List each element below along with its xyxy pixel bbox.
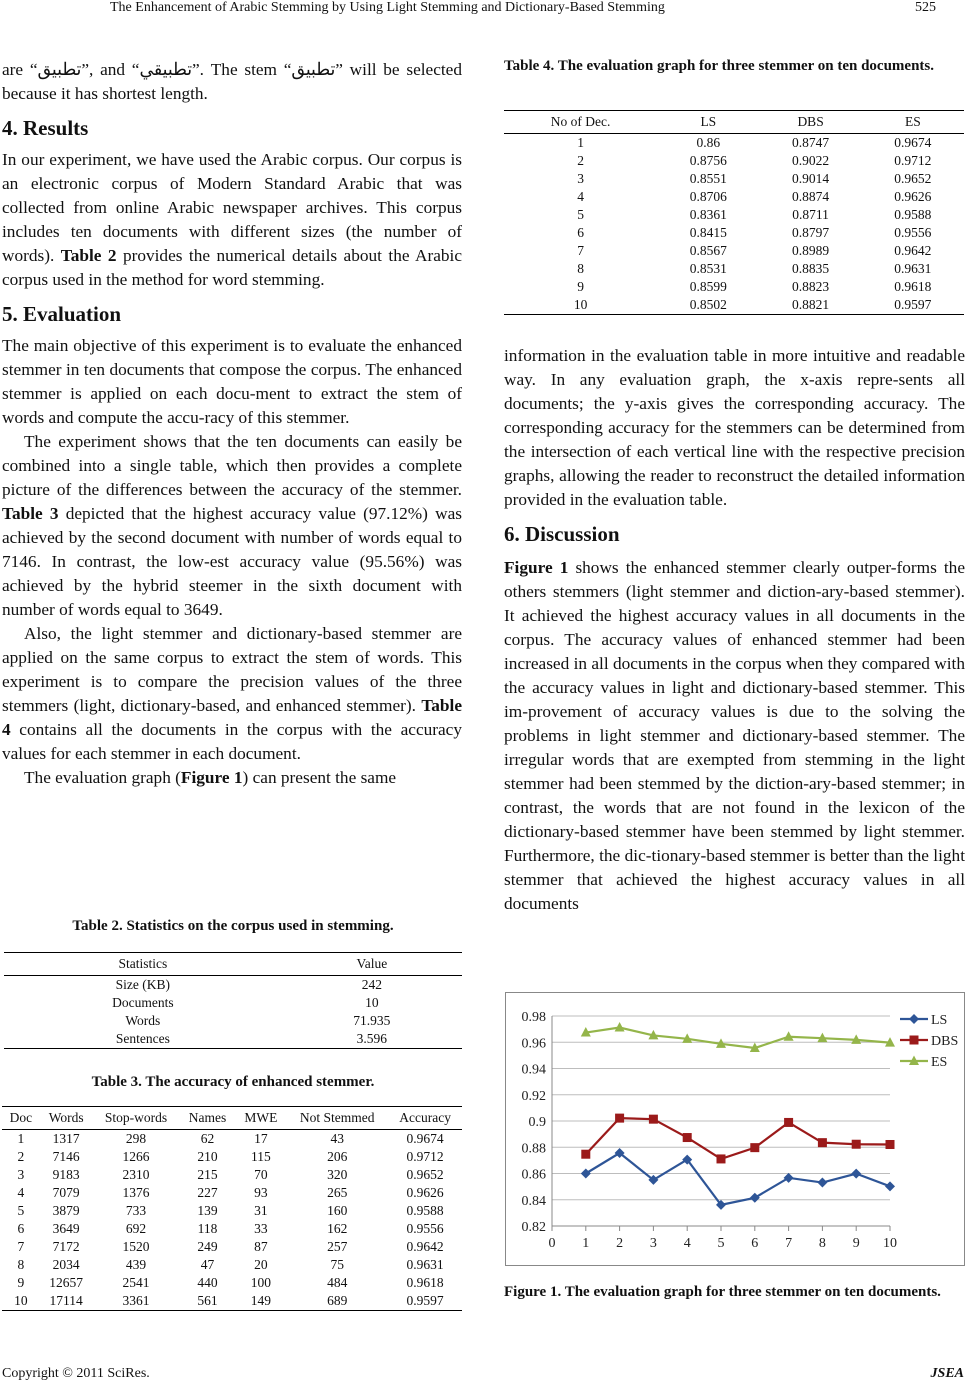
page-number: 525 — [915, 0, 936, 15]
table-row — [4, 976, 462, 995]
column-header: Stop-words — [93, 1107, 180, 1130]
table-row — [2, 1238, 462, 1256]
y-tick-label: 0.82 — [521, 1220, 546, 1235]
table-cell: 139 — [197, 1203, 218, 1218]
y-tick-label: 0.86 — [521, 1167, 546, 1183]
table3-ref: Table 3 — [2, 504, 59, 523]
table-cell: 257 — [327, 1239, 348, 1254]
column-header: Accuracy — [388, 1107, 462, 1130]
table-cell: 10 — [2, 1292, 40, 1311]
table-cell: 75 — [330, 1257, 344, 1272]
x-tick-label: 0 — [548, 1236, 556, 1251]
table3-caption: Table 3. The accuracy of enhanced stemmer. — [91, 1074, 375, 1090]
table-row — [504, 170, 964, 188]
table-cell: 8 — [17, 1257, 25, 1272]
table-cell: 440 — [197, 1275, 218, 1290]
table-cell: 0.9618 — [406, 1275, 444, 1290]
table-cell: 227 — [197, 1185, 218, 1200]
figure1-caption: Figure 1. The evaluation graph for three stemmer on ten documents. — [504, 1284, 941, 1300]
table-cell: 1317 — [52, 1131, 80, 1146]
table-cell: 265 — [327, 1185, 348, 1200]
x-tick-label: 5 — [717, 1236, 725, 1251]
table-cell: 0.8821 — [759, 296, 861, 315]
figure1-ref: Figure 1 — [180, 768, 243, 787]
table-row — [504, 152, 964, 170]
table-cell: 320 — [327, 1167, 348, 1182]
table-cell: 0.8711 — [792, 207, 829, 222]
table-cell: 439 — [125, 1257, 147, 1272]
table-row — [504, 134, 964, 153]
table-row — [504, 278, 964, 296]
table-cell: 0.9626 — [406, 1185, 444, 1200]
figure1-ref-disc: Figure 1 — [504, 558, 569, 577]
table-cell: 0.8567 — [689, 243, 727, 258]
table-row — [504, 188, 964, 206]
table-cell: 242 — [361, 977, 382, 992]
table-cell: 118 — [197, 1221, 218, 1236]
table-cell: 10 — [365, 995, 379, 1010]
table-cell: 689 — [286, 1292, 388, 1311]
table-cell: 162 — [327, 1221, 348, 1236]
journal-name: JSEA — [930, 1366, 964, 1381]
table-row — [504, 260, 964, 278]
table-cell: 3879 — [52, 1203, 80, 1218]
table-row — [4, 1030, 462, 1049]
table-cell: 0.9712 — [406, 1149, 444, 1164]
x-tick-label: 1 — [582, 1236, 590, 1251]
y-tick-label: 0.84 — [521, 1193, 546, 1209]
table-cell: 561 — [179, 1292, 235, 1311]
table-cell: 5 — [577, 207, 584, 222]
data-point — [784, 1118, 793, 1127]
table-cell: Words — [125, 1013, 161, 1028]
table-cell: 70 — [254, 1167, 268, 1182]
table-cell: 0.9642 — [406, 1239, 444, 1254]
table-cell: 115 — [251, 1149, 271, 1164]
table-cell: 0.9588 — [894, 207, 932, 222]
table-cell: 7079 — [52, 1185, 80, 1200]
evaluation-paragraph-2: The experiment shows that the ten documents can easily be combined into a single table, which then provides a complete picture of the differences between the accuracy of the stemmer. Table 3 depicted that the highest accuracy value (97.12%) was achieved by the second document with number of words equal to 7146. In contrast, the low-est accuracy value (95.56%) was achieved by the hybrid steemer in the sixth document with number of words equal to 3649. — [2, 432, 462, 619]
table-row — [2, 1202, 462, 1220]
chart-frame — [506, 993, 965, 1266]
data-point — [818, 1138, 827, 1147]
table-cell: 31 — [254, 1203, 268, 1218]
table-cell: 10 — [504, 296, 657, 315]
x-tick-label: 7 — [785, 1236, 793, 1251]
data-point — [581, 1150, 590, 1159]
column-header: LS — [657, 111, 759, 134]
table-cell: 2310 — [122, 1167, 150, 1182]
table-cell: 3 — [17, 1167, 25, 1182]
table-cell: 3361 — [93, 1292, 180, 1311]
table-cell: 0.9588 — [406, 1203, 444, 1218]
x-tick-label: 4 — [683, 1236, 691, 1251]
running-head — [0, 0, 966, 20]
table2-caption: Table 2. Statistics on the corpus used in stemming. — [72, 918, 394, 934]
table-row — [4, 994, 462, 1012]
table-cell: 0.9597 — [862, 296, 964, 315]
table-cell: 17114 — [40, 1292, 93, 1311]
evaluation-paragraph-3: Also, the light stemmer and dictionary-based stemmer are applied on the same corpus to extract the stem of words. This experiment is to compare the precision values of the three stemmers (light, dictionary-based, and enhanced stemmer). Table 4 contains all the documents in the corpus with the accuracy values for each stemmer in each document. — [2, 624, 462, 763]
table-cell: 2034 — [52, 1257, 80, 1272]
x-tick-label: 3 — [649, 1236, 657, 1251]
table-cell: 2 — [17, 1149, 25, 1164]
table-cell: 0.9712 — [894, 153, 932, 168]
table-cell: 160 — [327, 1203, 348, 1218]
column-header: ES — [862, 111, 964, 134]
column-header: Value — [282, 953, 462, 976]
table-cell: 692 — [125, 1221, 147, 1236]
table-cell: 215 — [197, 1167, 218, 1182]
table-cell: 0.8706 — [689, 189, 727, 204]
table-cell: 1266 — [122, 1149, 150, 1164]
table-cell: 3 — [577, 171, 584, 186]
data-point — [649, 1115, 658, 1124]
table-cell: 47 — [200, 1257, 215, 1272]
x-tick-label: 9 — [852, 1236, 860, 1251]
table-cell: Sentences — [4, 1030, 282, 1049]
table-cell: 33 — [254, 1221, 268, 1236]
table-cell: 0.86 — [696, 135, 721, 150]
table3 — [2, 1106, 462, 1311]
x-tick-label: 10 — [883, 1236, 897, 1251]
table-cell: 206 — [327, 1149, 348, 1164]
table-row — [2, 1166, 462, 1184]
data-point — [615, 1114, 624, 1123]
table-cell: 0.9674 — [894, 135, 932, 150]
table-cell: 6 — [577, 225, 584, 240]
table-cell: 0.8874 — [792, 189, 830, 204]
intro-paragraph: are “تطبيق”, and “تطبيقي”. The stem “تطبيق” will be selected because it has shortest length. — [2, 60, 462, 103]
y-tick-label: 0.92 — [521, 1088, 546, 1104]
table-cell: 5 — [17, 1203, 25, 1218]
table-cell: 0.9556 — [894, 225, 932, 240]
column-header: No of Dec. — [504, 111, 657, 134]
discussion-heading: 6. Discussion — [504, 522, 620, 546]
table-cell: 7172 — [52, 1239, 80, 1254]
table-row — [2, 1256, 462, 1274]
data-point — [750, 1143, 759, 1152]
evaluation-heading: 5. Evaluation — [2, 302, 122, 326]
table-row — [2, 1292, 462, 1311]
table-cell: 4 — [17, 1185, 25, 1200]
table-cell: 7146 — [52, 1149, 80, 1164]
table-cell: 6 — [17, 1221, 25, 1236]
data-point — [717, 1154, 726, 1163]
table-cell: 0.9626 — [894, 189, 932, 204]
copyright: Copyright © 2011 SciRes. — [2, 1366, 150, 1381]
table-cell: 2541 — [122, 1275, 150, 1290]
table-cell: 93 — [254, 1185, 268, 1200]
table-cell: 0.9652 — [406, 1167, 444, 1182]
evaluation-paragraph-1: The main objective of this experiment is to evaluate the enhanced stemmer in ten documents that compose the corpus. The enhanced stemmer is applied on each docu-ment to extract the stem of words and compute the accu-racy of this stemmer. — [2, 336, 462, 427]
table-cell: 0.8756 — [689, 153, 727, 168]
legend-marker — [910, 1036, 919, 1045]
table-row — [2, 1148, 462, 1166]
table-cell: Documents — [112, 995, 174, 1010]
left-column — [2, 58, 462, 790]
figure1-chart — [505, 992, 965, 1266]
x-tick-label: 6 — [751, 1236, 759, 1251]
table-cell: 9 — [17, 1275, 25, 1290]
y-tick-label: 0.94 — [521, 1062, 546, 1078]
table-cell: 249 — [197, 1239, 218, 1254]
table-row — [2, 1130, 462, 1149]
column-header: MWE — [236, 1107, 287, 1130]
table-row — [504, 242, 964, 260]
table-row — [504, 296, 964, 315]
table-cell: 0.9556 — [406, 1221, 444, 1236]
table-cell: 3.596 — [282, 1030, 462, 1049]
table-row — [504, 206, 964, 224]
table-cell: 1376 — [122, 1185, 150, 1200]
table-cell: 0.9652 — [894, 171, 932, 186]
table-cell: 87 — [254, 1239, 268, 1254]
graph-paragraph: information in the evaluation table in more intuitive and readable way. In any evaluation graph, the x-axis repre-sents all documents; the y-axis gives the corresponding accuracy. The corresponding accuracy for the stemmers can be determined from the intersection of each vertical line with the respective precision graphs, allowing the reader to reconstruct the detailed information provided in the evaluation table. — [504, 346, 965, 509]
table-cell: 2 — [577, 153, 584, 168]
table-cell: 12657 — [49, 1275, 84, 1290]
table-cell: 4 — [577, 189, 584, 204]
table-cell: 0.9597 — [388, 1292, 462, 1311]
table-row — [4, 1012, 462, 1030]
y-tick-label: 0.96 — [521, 1036, 546, 1052]
y-tick-label: 0.9 — [528, 1115, 546, 1130]
table-row — [2, 1274, 462, 1292]
column-header: Not Stemmed — [286, 1107, 388, 1130]
table-cell: 20 — [254, 1257, 268, 1272]
y-tick-label: 0.98 — [521, 1010, 546, 1025]
table-cell: 0.8361 — [689, 207, 727, 222]
table-cell: 1520 — [122, 1239, 150, 1254]
table-cell: 298 — [125, 1131, 147, 1146]
table2 — [4, 952, 462, 1049]
table4 — [504, 110, 964, 315]
table-cell: 3649 — [52, 1221, 80, 1236]
table-cell: 0.8599 — [689, 279, 727, 294]
evaluation-paragraph-4: The evaluation graph (Figure 1) can present the same — [24, 768, 397, 787]
table-cell: 7 — [577, 243, 584, 258]
table-cell: 7 — [17, 1239, 25, 1254]
legend-label: ES — [931, 1055, 948, 1070]
table-cell: 43 — [330, 1131, 344, 1146]
discussion-paragraph: Figure 1 shows the enhanced stemmer clearly outper-forms the others stemmers (light stemmer and diction-ary-based stemmer). It achieved the highest accuracy values in all documents in the corpus. The accuracy values of enhanced stemmer had been increased in all documents in the corpus when they compared with the accuracy values in light and dictionary-based stemmer. This im-provement of accuracy values is due to the solving the problems in light stemmer and dictionary-based stemmer. The irregular words that are exempted from stemming in the light stemmer had been stemmed by the diction-ary-based stemmer; in contrast, the words that are not found in the lexicon of the dictionary-based stemmer have been stemmed by light stemmer. Furthermore, the dic-tionary-based stemmer is better than the light stemmer that achieved the highest accuracy values in all documents — [504, 558, 965, 913]
table-cell: 0.8989 — [792, 243, 830, 258]
table-cell: 1 — [577, 135, 584, 150]
column-header: Doc — [2, 1107, 40, 1130]
data-point — [852, 1140, 861, 1149]
table-cell: 210 — [197, 1149, 218, 1164]
table-cell: 62 — [200, 1131, 215, 1146]
table-cell: 0.8551 — [689, 171, 727, 186]
column-header: Names — [179, 1107, 235, 1130]
table-cell: 71.935 — [353, 1013, 391, 1028]
table-cell: 0.8415 — [689, 225, 727, 240]
running-title: The Enhancement of Arabic Stemming by Using Light Stemming and Dictionary-Based Stemming — [110, 0, 665, 15]
table-row — [2, 1184, 462, 1202]
right-column — [504, 344, 965, 916]
table-cell: 733 — [125, 1203, 147, 1218]
results-heading: 4. Results — [2, 116, 89, 140]
table-cell: 0.9631 — [894, 261, 932, 276]
table-cell: 0.8747 — [792, 135, 830, 150]
table-cell: 1 — [17, 1131, 25, 1146]
table4-ref: Table 4 — [2, 696, 462, 739]
table-row — [2, 1220, 462, 1238]
legend-label: LS — [931, 1013, 948, 1028]
table-cell: 0.8502 — [657, 296, 759, 315]
column-header: Statistics — [4, 953, 282, 976]
data-point — [886, 1140, 895, 1149]
table-cell: 9183 — [52, 1167, 80, 1182]
table-cell: 0.9642 — [894, 243, 932, 258]
table-cell: 0.8823 — [792, 279, 830, 294]
table-cell: 0.8797 — [792, 225, 830, 240]
table-cell: Size (KB) — [115, 977, 171, 992]
y-tick-label: 0.88 — [521, 1141, 546, 1157]
table-cell: 0.8835 — [792, 261, 830, 276]
results-paragraph: In our experiment, we have used the Arabic corpus. Our corpus is an electronic corpus of Modern Standard Arabic that was collected from online Arabic newspaper archives. This corpus includes ten documents with different sizes (the number of words). Table 2 provides the numerical details about the Arabic corpus used in the method for word stemming. — [2, 150, 463, 289]
table-cell: 484 — [327, 1275, 348, 1290]
table2-ref: Table 2 — [60, 246, 117, 265]
table4-caption: Table 4. The evaluation graph for three stemmer on ten documents. — [504, 58, 934, 74]
table-cell: 17 — [254, 1131, 268, 1146]
table-cell: 0.9631 — [406, 1257, 444, 1272]
table-cell: 0.9014 — [792, 171, 830, 186]
table-cell: 0.8531 — [689, 261, 727, 276]
table-cell: 0.9674 — [406, 1131, 444, 1146]
legend-label: DBS — [931, 1034, 959, 1049]
table-cell: 0.9022 — [792, 153, 830, 168]
table-row — [504, 224, 964, 242]
table-cell: 8 — [577, 261, 584, 276]
x-tick-label: 8 — [818, 1236, 826, 1251]
data-point — [683, 1133, 692, 1142]
table-cell: 0.9618 — [894, 279, 932, 294]
column-header: DBS — [759, 111, 861, 134]
table-cell: 9 — [577, 279, 584, 294]
x-tick-label: 2 — [616, 1236, 624, 1251]
table-cell: 100 — [250, 1275, 271, 1290]
column-header: Words — [40, 1107, 93, 1130]
table-cell: 149 — [236, 1292, 287, 1311]
